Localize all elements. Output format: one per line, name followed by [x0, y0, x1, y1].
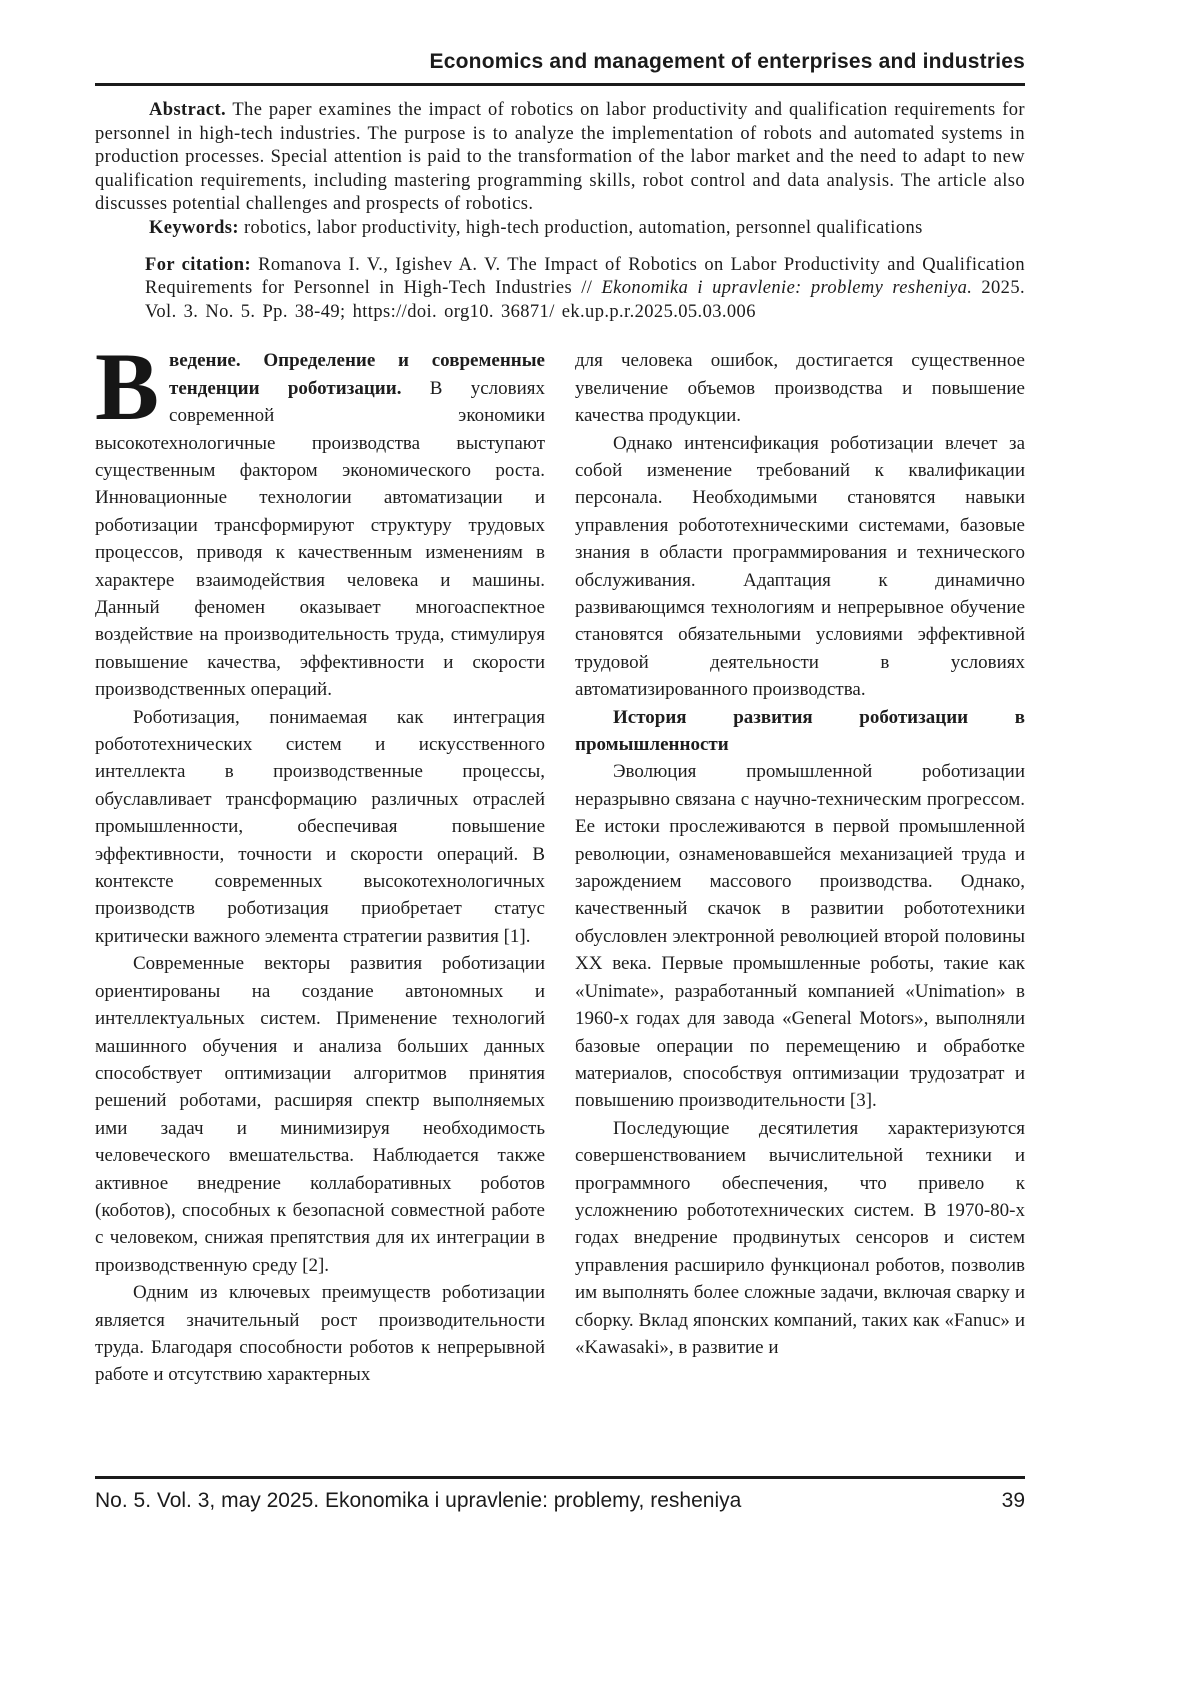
- citation-label: For citation:: [145, 254, 252, 275]
- paragraph: Одним из ключевых преимуществ роботизации является значительный рост производительности труда. Благодаря способности роботов к непрерывной работе и отсутствию характерных: [95, 1282, 545, 1386]
- paragraph: Современные векторы развития роботизации ориентированы на создание автономных и интеллектуальных систем. Применение технологий машинного обучения и анализа больших данных способствует оптимизации алгоритмов принятия решений роботами, расширяя спектр выполняемых ими задач и минимизируя необходимость человеческого вмешательства. Наблюдается также активное внедрение коллаборативных роботов (коботов), способных к безопасной совместной работе с человеком, снижая препятствия для их интеграции в производственную среду [2].: [95, 953, 545, 1276]
- page-content: [95, 0, 1025, 1389]
- keywords-paragraph: [95, 217, 1025, 241]
- intro-paragraph: [95, 333, 546, 703]
- paragraph: Последующие десятилетия характеризуются совершенствованием вычислительной техники и программного обеспечения, что привело к усложнению робототехнических систем. В 1970-80-х годах внедрение продвинутых сенсоров и систем управления расширило функционал роботов, позволив им выполнять более сложные задачи, включая сварку и сборку. Вклад японских компаний, таких как «Fanuc» и «Kawasaki», в развитие и: [575, 1117, 1025, 1358]
- front-matter: [95, 99, 1025, 324]
- keywords-text: robotics, labor productivity, high-tech production, automation, personnel qualifications: [243, 217, 923, 238]
- abstract-label: Abstract.: [149, 100, 227, 120]
- abstract-paragraph: [95, 99, 1025, 217]
- running-head-title: Economics and management of enterprises and industries: [429, 50, 1025, 73]
- paragraph: Однако интенсификация роботизации влечет за собой изменение требований к квалификации персонала. Необходимыми становятся навыки управления робототехническими системами, базовые знания в области программирования и технического обслуживания. Адаптация к динамично развивающимся технологиям и непрерывное обучение становятся обязательными условиями эффективной трудовой деятельности в условиях автоматизированного производства.: [575, 432, 1025, 701]
- left-column: [95, 333, 546, 1388]
- citation-tail: 2025. Vol. 3. No. 5. Pp. 38-49; https://doi. org10. 36871/ ek.up.p.r.2025.05.03.006: [145, 278, 1026, 322]
- right-column: [575, 347, 1025, 1388]
- intro-bold-lead: ведение. Определение и современные тенденции роботизации.: [169, 350, 545, 399]
- drop-cap-letter: В: [95, 333, 160, 441]
- abstract-text: The paper examines the impact of robotics on labor productivity and qualification requirements for personnel in high-tech industries. The purpose is to analyze the implementation of robots and automated systems in production processes. Special attention is paid to the transformation of the labor market and the need to adapt to new qualification requirements, including mastering programming skills, robot control and data analysis. The article also discusses potential challenges and prospects of robotics.: [95, 100, 1025, 215]
- footer-journal-info: No. 5. Vol. 3, may 2025. Ekonomika i upravlenie: problemy, resheniya: [95, 1488, 742, 1512]
- citation-main: Romanova I. V., Igishev A. V. The Impact of Robotics on Labor Productivity and Qualification Requirements for Personnel in High-Tech Industries //: [145, 254, 1025, 299]
- intro-text: В условиях современной экономики высокотехнологичные производства выступают существенным фактором экономического роста. Инновационные технологии автоматизации и роботизации трансформируют структуру трудовых процессов, приводя к качественным изменениям в характере взаимодействия человека и машины. Данный феномен оказывает многоаспектное воздействие на производительность труда, стимулируя повышение качества, эффективности и скорости производственных операций.: [95, 377, 546, 701]
- paragraph-continuation: для человека ошибок, достигается существенное увеличение объемов производства и повышение качества продукции.: [575, 350, 1025, 427]
- running-head: [95, 0, 1025, 86]
- page-footer: [95, 1476, 1025, 1513]
- citation-journal-italic: Ekonomika i upravlenie: problemy resheniya.: [601, 278, 973, 299]
- footer-rule: [95, 1476, 1025, 1479]
- footer-row: [95, 1489, 1025, 1513]
- header-rule: [95, 83, 1025, 86]
- page-number: 39: [1001, 1488, 1025, 1512]
- keywords-label: Keywords:: [149, 217, 239, 238]
- section-heading: История развития роботизации в промышленности: [575, 706, 1025, 756]
- paragraph: Роботизация, понимаемая как интеграция робототехнических систем и искусственного интеллекта в производственные процессы, обуславливает трансформацию различных отраслей промышленности, обеспечивая повышение эффективности, точности и скорости операций. В контексте современных высокотехнологичных производств роботизация приобретает статус критически важного элемента стратегии развития [1].: [95, 706, 545, 947]
- paragraph: Эволюция промышленной роботизации неразрывно связана с научно-техническим прогрессом. Ее истоки прослеживаются в первой промышленной революции, ознаменовавшейся механизацией труда и зарождением массового производства. Однако, качественный скачок в развитии робототехники обусловлен электронной революцией второй половины XX века. Первые промышленные роботы, такие как «Unimate», разработанный компанией «Unimation» в 1960-х годах для завода «General Motors», выполняли базовые операции по перемещению и обработке материалов, способствуя оптимизации трудозатрат и повышению производительности [3].: [575, 761, 1025, 1112]
- citation-paragraph: [95, 254, 1025, 325]
- article-body: [95, 333, 1025, 1388]
